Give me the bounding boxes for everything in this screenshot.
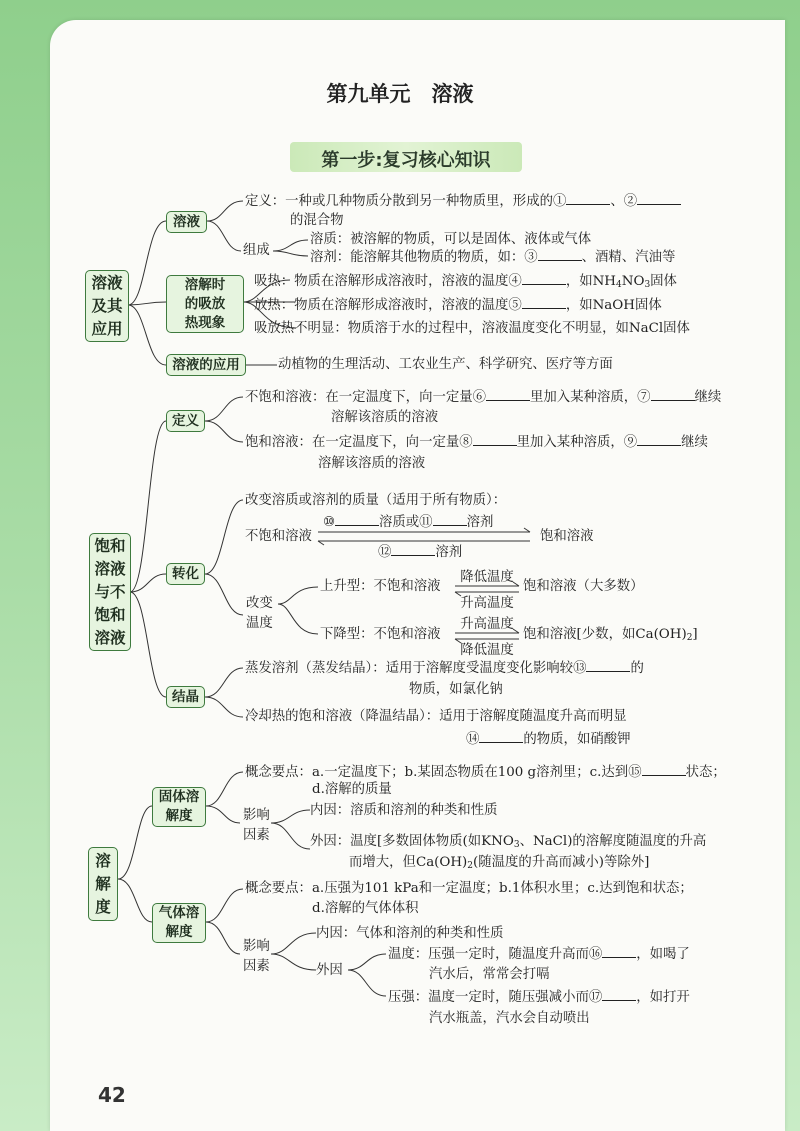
answer-blank <box>479 730 523 743</box>
answer-blank <box>637 192 681 205</box>
gas-outer-label: 外因 <box>316 963 343 978</box>
gas-press-line <box>388 988 690 1007</box>
def-line <box>245 192 681 211</box>
gas-temp-line <box>388 945 690 964</box>
text-span: 溶剂 <box>466 515 494 530</box>
gas-press-line-2: 汽水瓶盖，汽水会自动喷出 <box>429 1011 590 1026</box>
answer-blank <box>486 388 530 401</box>
section-banner <box>290 142 522 172</box>
text-span: 温度：压强一定时，随温度升高而⑯ <box>388 947 603 962</box>
text-span: 、NaCl)的溶解度随温度的升高 <box>519 834 707 849</box>
up-bottom: 升高温度 <box>460 596 514 611</box>
text-span: 定义：一种或几种物质分散到另一种物质里，形成的① <box>245 194 567 209</box>
answer-blank <box>433 513 467 526</box>
root-line: 饱和 <box>94 536 126 555</box>
text-span: 溶剂：能溶解其他物质的物质，如：③ <box>310 250 538 265</box>
branch-line: 热现象 <box>184 314 226 331</box>
branch-transformation <box>166 563 205 585</box>
branch-line: 解度 <box>165 808 193 824</box>
branch-solid-solubility <box>152 787 206 827</box>
answer-blank <box>473 433 517 446</box>
subscript: 2 <box>467 861 474 871</box>
branch-line: 气体溶 <box>158 905 200 921</box>
branch-application <box>166 354 246 376</box>
text-span: 不饱和溶液：在一定温度下，向一定量⑥ <box>245 390 487 405</box>
answer-blank <box>642 763 686 776</box>
cool-line-2 <box>466 730 631 749</box>
branch-heat-phenomenon <box>166 275 244 333</box>
branch-label: 溶液 <box>173 213 200 230</box>
text-span: 概念要点：a.一定温度下；b.某固态物质在100 g溶剂里；c.达到⑮ <box>245 765 642 780</box>
branch-label: 结晶 <box>172 688 199 705</box>
answer-blank <box>335 513 379 526</box>
branch-solution <box>166 211 207 233</box>
paper-sheet <box>50 20 785 1131</box>
trans-head: 改变溶质或溶剂的质量（适用于所有物质）： <box>245 493 507 508</box>
down-right <box>523 626 698 644</box>
root-solubility <box>88 847 118 921</box>
text-span: ⑫ <box>378 545 392 560</box>
solid-influence-label <box>243 806 270 846</box>
root-line: 溶液 <box>94 628 126 647</box>
unsat-line <box>245 388 721 407</box>
text-span: ] <box>692 627 698 642</box>
evap-line <box>245 659 644 678</box>
answer-blank <box>566 192 610 205</box>
sat-line-2: 溶解该溶质的溶液 <box>318 456 426 471</box>
root-line: 溶液 <box>94 559 126 578</box>
gas-inner: 内因：气体和溶剂的种类和性质 <box>316 926 504 941</box>
text-span: ，如打开 <box>636 990 690 1005</box>
text-span: 因素 <box>243 959 270 974</box>
down-label: 下降型：不饱和溶液 <box>320 627 441 642</box>
solvent-line <box>310 248 675 267</box>
branch-gas-solubility <box>152 903 206 943</box>
root-line: 溶液 <box>91 273 123 292</box>
text-span: 放热：物质在溶解形成溶液时，溶液的温度⑤ <box>254 298 522 313</box>
solid-concept-2: d.溶解的质量 <box>312 782 392 797</box>
text-span: 影响 <box>243 939 270 954</box>
text-span: 吸热：物质在溶解形成溶液时，溶液的温度④ <box>254 274 522 289</box>
gas-temp-line-2: 汽水后，常常会打嗝 <box>429 967 550 982</box>
root-line: 应用 <box>91 319 123 338</box>
banner-text: 第一步:复习核心知识 <box>321 150 491 171</box>
up-right: 饱和溶液（大多数） <box>523 579 644 594</box>
text-span: (随温度的升高而减小)等除外] <box>473 855 650 870</box>
subscript: 3 <box>644 280 651 290</box>
text-span: 里加入某种溶质，⑨ <box>516 435 638 450</box>
temp-change-label <box>246 594 273 634</box>
compose-label: 组成 <box>243 243 270 258</box>
page-number: 42 <box>98 1083 126 1107</box>
answer-blank <box>538 248 582 261</box>
branch-line: 的吸放 <box>184 295 226 312</box>
text-span: ，如喝了 <box>636 947 690 962</box>
branch-label: 转化 <box>172 565 199 582</box>
answer-blank <box>602 988 636 1001</box>
text-span: 、酒精、汽油等 <box>581 250 676 265</box>
text-span: 、② <box>610 194 638 209</box>
up-label: 上升型：不饱和溶液 <box>320 579 441 594</box>
text-span: 固体 <box>650 274 677 289</box>
text-span: ，如NH <box>565 274 616 289</box>
root-line: 溶 <box>95 851 111 870</box>
solute-line: 溶质：被溶解的物质，可以是固体、液体或气体 <box>310 232 592 247</box>
text-span: 而增大，但Ca(OH) <box>349 855 468 870</box>
text-span: NO <box>621 274 645 289</box>
solid-inner: 内因：溶质和溶剂的种类和性质 <box>310 803 498 818</box>
answer-blank <box>637 433 681 446</box>
trans-bottom <box>378 543 462 562</box>
branch-line: 解度 <box>165 924 193 940</box>
branch-label: 定义 <box>172 412 199 429</box>
text-span: 压强：温度一定时，随压强减小而⑰ <box>388 990 603 1005</box>
solid-outer <box>310 833 706 851</box>
text-span: 饱和溶液：在一定温度下，向一定量⑧ <box>245 435 473 450</box>
def-line-2 <box>290 212 344 230</box>
root-line: 饱和 <box>94 605 126 624</box>
gas-influence-label <box>243 937 270 977</box>
up-top: 降低温度 <box>460 570 514 585</box>
branch-label: 溶液的应用 <box>172 356 240 373</box>
unsat-line-2: 溶解该溶质的溶液 <box>331 410 439 425</box>
root-saturated <box>89 533 131 651</box>
text-span: 的混合物 <box>290 213 344 228</box>
trans-right: 饱和溶液 <box>540 529 594 544</box>
down-top: 升高温度 <box>460 617 514 632</box>
text-span: 外因：温度[多数固体物质(如KNO <box>310 834 514 849</box>
answer-blank <box>651 388 695 401</box>
down-bottom: 降低温度 <box>460 643 514 658</box>
root-line: 及其 <box>91 296 123 315</box>
trans-top <box>323 513 493 532</box>
text-span: 的 <box>630 661 644 676</box>
application-line: 动植物的生理活动、工农业生产、科学研究、医疗等方面 <box>278 357 613 372</box>
root-line: 度 <box>95 897 111 916</box>
text-span: 里加入某种溶质，⑦ <box>530 390 651 405</box>
trans-left: 不饱和溶液 <box>245 529 312 544</box>
text-span: 的物质，如硝酸钾 <box>523 732 631 747</box>
gas-concept-2: d.溶解的气体体积 <box>312 901 419 916</box>
branch-line: 溶解时 <box>184 276 226 293</box>
text-span: ，如NaOH固体 <box>565 298 662 313</box>
gas-concept: 概念要点：a.压强为101 kPa和一定温度；b.1体积水里；c.达到饱和状态； <box>245 881 693 896</box>
text-span: 改变 <box>246 596 273 611</box>
answer-blank <box>522 296 566 309</box>
root-line: 解 <box>95 874 111 893</box>
answer-blank <box>522 272 566 285</box>
text-span: 继续 <box>681 435 708 450</box>
text-span: 状态； <box>685 765 726 780</box>
root-line: 与不 <box>94 582 126 601</box>
subscript: 2 <box>686 633 693 643</box>
absorb-line <box>254 272 677 291</box>
text-span: 蒸发溶剂（蒸发结晶）：适用于溶解度受温度变化影响较⑬ <box>245 661 587 676</box>
evap-line-2: 物质，如氯化钠 <box>409 682 503 697</box>
text-span: 溶剂 <box>435 545 463 560</box>
noheat-line: 吸放热不明显：物质溶于水的过程中，溶液温度变化不明显，如NaCl固体 <box>254 321 690 336</box>
sat-line <box>245 433 708 452</box>
release-line <box>254 296 662 315</box>
solid-outer-2 <box>349 854 649 872</box>
text-span: 溶质或⑪ <box>379 515 433 530</box>
root-solution-application <box>85 270 129 342</box>
text-span: 继续 <box>694 390 722 405</box>
text-span: 因素 <box>243 828 270 843</box>
answer-blank <box>586 659 630 672</box>
text-span: ⑭ <box>466 732 480 747</box>
text-span: 影响 <box>243 808 270 823</box>
subscript: 4 <box>616 280 622 290</box>
solid-concept <box>245 763 726 782</box>
branch-line: 固体溶 <box>158 789 200 805</box>
page-title: 第九单元 溶液 <box>326 82 474 106</box>
answer-blank <box>602 945 636 958</box>
answer-blank <box>391 543 435 556</box>
subscript: 3 <box>513 840 520 850</box>
branch-crystallization <box>166 686 205 708</box>
text-span: 温度 <box>246 616 273 631</box>
cool-line: 冷却热的饱和溶液（降温结晶）：适用于溶解度随温度升高而明显 <box>245 709 627 724</box>
text-span: ⑩ <box>323 515 336 530</box>
branch-definition <box>166 410 205 432</box>
text-span: 饱和溶液[少数，如Ca(OH) <box>523 627 687 642</box>
